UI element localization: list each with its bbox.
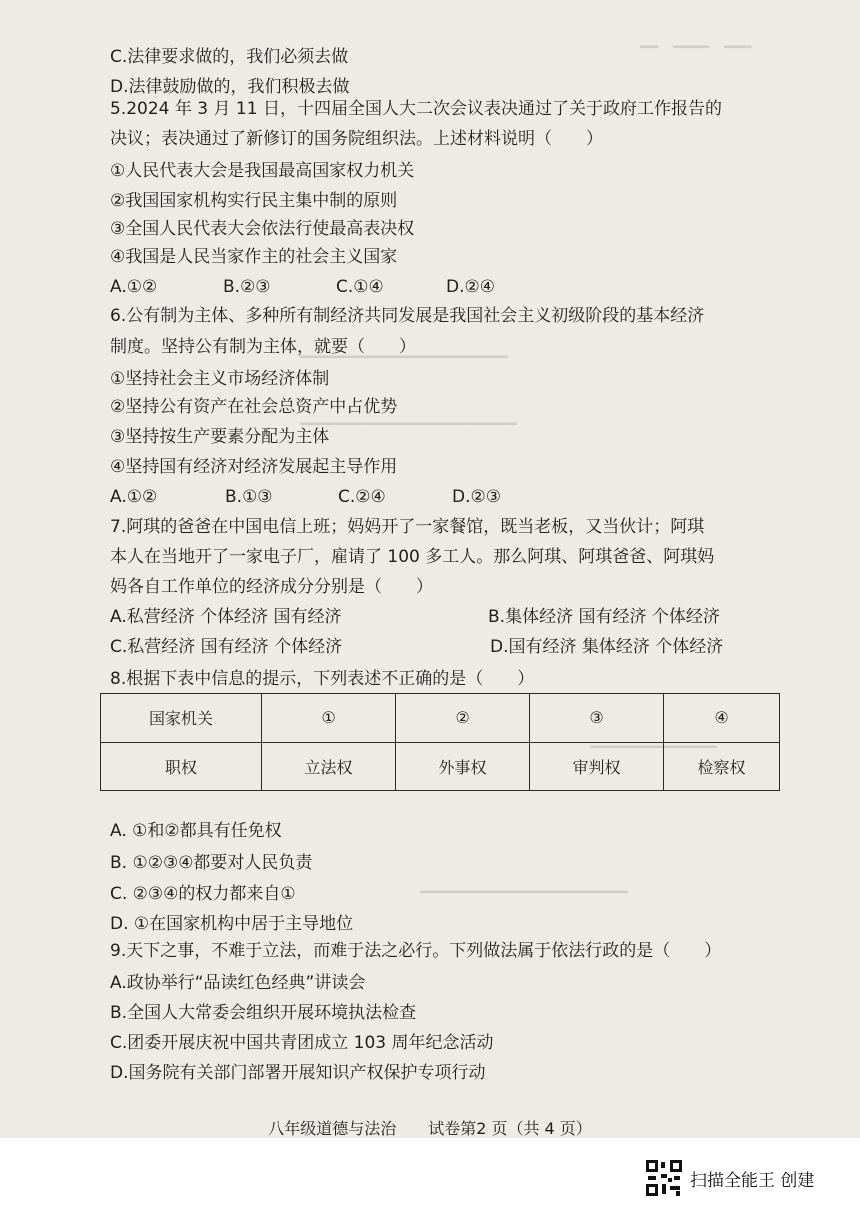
table-cell: 职权	[101, 742, 262, 791]
bleed-through-text: ━━ ━━━━ ━━━	[640, 38, 752, 56]
q5-statement-1: ①人民代表大会是我国最高国家权力机关	[110, 161, 415, 181]
q7-choice-a[interactable]: A.私营经济 个体经济 国有经济	[110, 607, 342, 627]
table-cell: 审判权	[530, 742, 664, 791]
table-header-cell: ③	[530, 694, 664, 743]
q9-choice-c[interactable]: C.团委开展庆祝中国共青团成立 103 周年纪念活动	[110, 1033, 494, 1053]
q7-stem-line1: 7.阿琪的爸爸在中国电信上班；妈妈开了一家餐馆，既当老板，又当伙计；阿琪	[110, 517, 705, 537]
table-header-cell: ①	[262, 694, 396, 743]
q9-stem: 9.天下之事，不难于立法，而难于法之必行。下列做法属于依法行政的是（ ）	[110, 941, 722, 961]
table-row	[101, 742, 780, 791]
q7-choice-d[interactable]: D.国有经济 集体经济 个体经济	[490, 637, 724, 657]
q6-stem-line1: 6.公有制为主体、多种所有制经济共同发展是我国社会主义初级阶段的基本经济	[110, 306, 705, 326]
q5-choice-b[interactable]: B.②③	[223, 277, 271, 297]
q6-choice-c[interactable]: C.②④	[338, 487, 386, 507]
bleed-through-text: ━━━━━━━━━━━━━━━━━━━━━━━	[420, 883, 628, 901]
bleed-through-text: ━━━━━━━━━━━━━━	[590, 738, 717, 756]
q5-statement-4: ④我国是人民当家作主的社会主义国家	[110, 247, 398, 267]
q9-choice-a[interactable]: A.政协举行“品读红色经典”讲读会	[110, 973, 366, 993]
bleed-through-text: ━━━━━━━━━━━━━━━━━━━━━━━	[300, 348, 508, 366]
q8-table	[100, 693, 780, 791]
q6-choice-b[interactable]: B.①③	[225, 487, 273, 507]
q5-choice-d[interactable]: D.②④	[446, 277, 495, 297]
table-header-cell: ④	[664, 694, 780, 743]
q6-choice-a[interactable]: A.①②	[110, 487, 158, 507]
q6-stem-line2: 制度。坚持公有制为主体，就要（ ）	[110, 337, 416, 357]
q6-choice-d[interactable]: D.②③	[452, 487, 501, 507]
q7-choice-b[interactable]: B.集体经济 国有经济 个体经济	[488, 607, 720, 627]
q7-stem-line3: 妈各自工作单位的经济成分分别是（ ）	[110, 577, 433, 597]
table-cell: 检察权	[664, 742, 780, 791]
q5-stem-line1: 5.2024 年 3 月 11 日，十四届全国人大二次会议表决通过了关于政府工作报告的	[110, 99, 722, 119]
table-cell: 立法权	[262, 742, 396, 791]
q6-statement-2: ②坚持公有资产在社会总资产中占优势	[110, 397, 398, 417]
table-cell: 外事权	[396, 742, 530, 791]
scanner-brand-label: 扫描全能王 创建	[690, 1170, 815, 1191]
q8-stem: 8.根据下表中信息的提示，下列表述不正确的是（ ）	[110, 669, 535, 689]
q8-choice-c[interactable]: C. ②③④的权力都来自①	[110, 884, 296, 904]
q4-option-d: D.法律鼓励做的，我们积极去做	[110, 77, 350, 97]
q6-statement-1: ①坚持社会主义市场经济体制	[110, 369, 330, 389]
q8-choice-a[interactable]: A. ①和②都具有任免权	[110, 821, 282, 841]
q8-choice-d[interactable]: D. ①在国家机构中居于主导地位	[110, 914, 354, 934]
q9-choice-d[interactable]: D.国务院有关部门部署开展知识产权保护专项行动	[110, 1063, 486, 1083]
table-row-header	[101, 694, 780, 743]
scanner-watermark	[646, 1160, 814, 1196]
bleed-through-text: ━━━━━━━━━━━━━━━━━━━━━━━━	[300, 415, 517, 433]
page-footer: 八年级道德与法治 试卷第2 页（共 4 页）	[268, 1119, 592, 1138]
table-header-cell: 国家机关	[101, 694, 262, 743]
q5-statement-2: ②我国国家机构实行民主集中制的原则	[110, 191, 398, 211]
qr-code-icon	[646, 1160, 682, 1196]
q5-choice-a[interactable]: A.①②	[110, 277, 158, 297]
q9-choice-b[interactable]: B.全国人大常委会组织开展环境执法检查	[110, 1003, 417, 1023]
q6-statement-3: ③坚持按生产要素分配为主体	[110, 427, 330, 447]
q7-choice-c[interactable]: C.私营经济 国有经济 个体经济	[110, 637, 343, 657]
table-header-cell: ②	[396, 694, 530, 743]
q8-choice-b[interactable]: B. ①②③④都要对人民负责	[110, 853, 313, 873]
q5-stem-line2: 决议；表决通过了新修订的国务院组织法。上述材料说明（ ）	[110, 129, 603, 149]
q6-statement-4: ④坚持国有经济对经济发展起主导作用	[110, 457, 398, 477]
q5-choice-c[interactable]: C.①④	[336, 277, 384, 297]
q4-option-c: C.法律要求做的，我们必须去做	[110, 47, 349, 67]
q7-stem-line2: 本人在当地开了一家电子厂，雇请了 100 多工人。那么阿琪、阿琪爸爸、阿琪妈	[110, 547, 715, 567]
q5-statement-3: ③全国人民代表大会依法行使最高表决权	[110, 219, 415, 239]
